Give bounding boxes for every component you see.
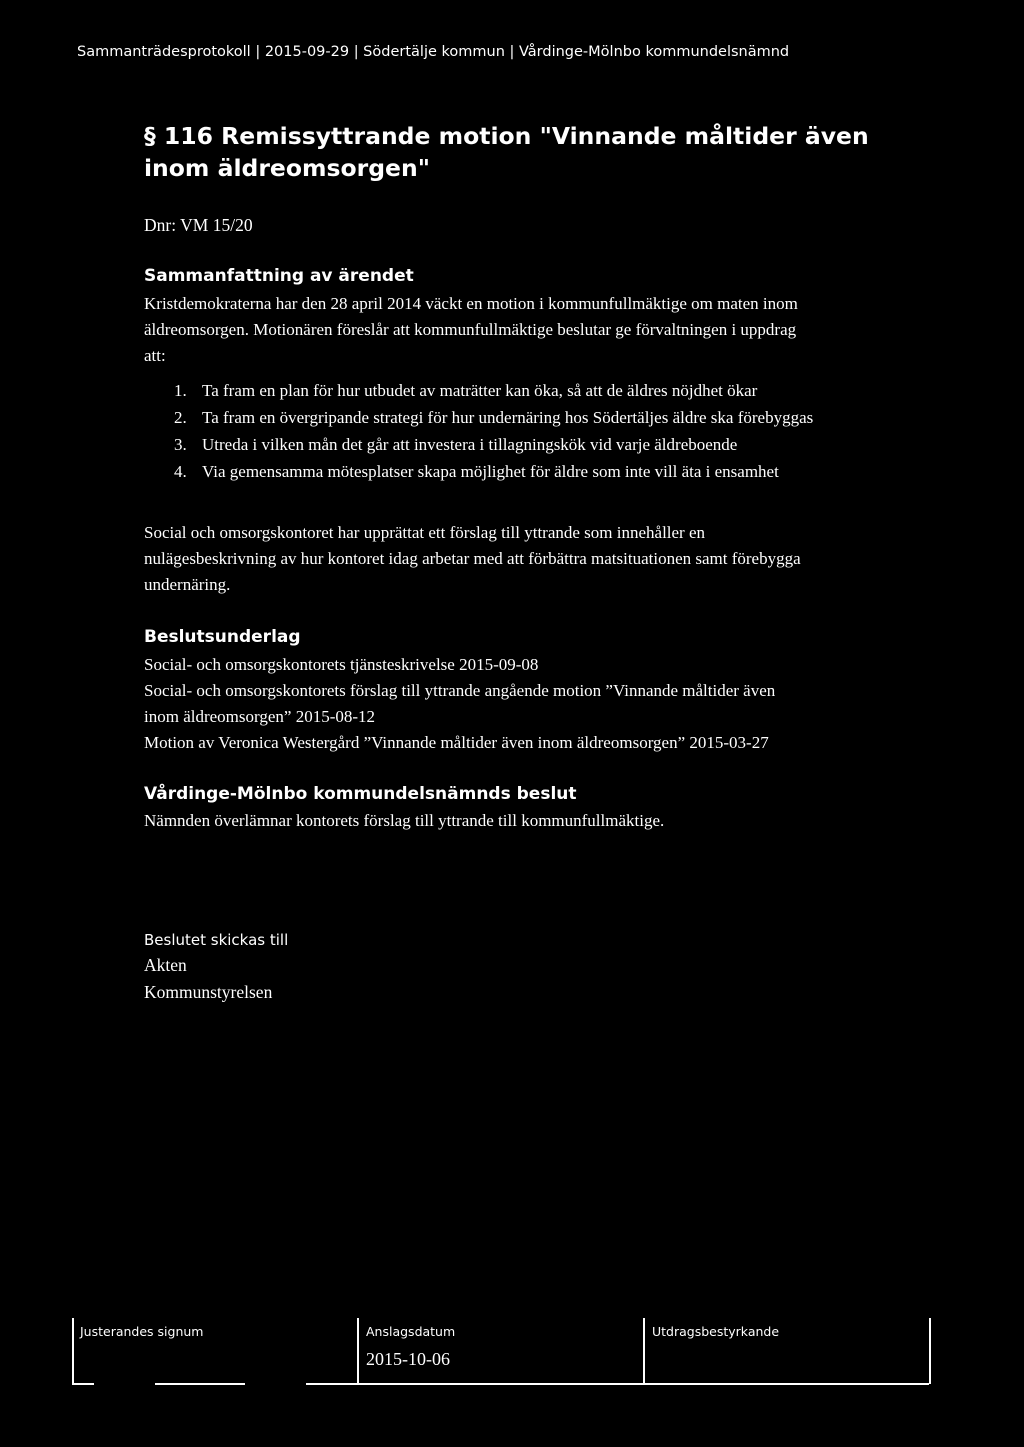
summary-outro-line-3: undernäring. xyxy=(144,575,231,594)
list-item-number: 3. xyxy=(174,435,187,454)
summary-outro-line-2: nulägesbeskrivning av hur kontoret idag arbetar med att förbättra matsituationen samt förebygga xyxy=(144,549,801,568)
list-item-text: Via gemensamma mötesplatser skapa möjlighet för äldre som inte vill äta i ensamhet xyxy=(202,462,779,481)
list-item xyxy=(144,405,944,430)
summary-outro xyxy=(144,520,944,598)
list-item-text: Utreda i vilken mån det går att investera i tillagningskök vid varje äldreboende xyxy=(202,435,738,454)
page-title-line-1: § 116 Remissyttrande motion "Vinnande måltider även xyxy=(144,122,869,150)
recipient-archive: Akten xyxy=(144,955,187,975)
summary-intro-line-2: äldreomsorgen. Motionären föreslår att kommunfullmäktige beslutar ge förvaltningen i uppdrag xyxy=(144,320,797,339)
list-item-text: Ta fram en övergripande strategi för hur undernäring hos Södertäljes äldre ska förebyggas xyxy=(202,408,814,427)
decision-heading: Vårdinge-Mölnbo kommundelsnämnds beslut xyxy=(144,784,577,804)
summary-intro-line-1: Kristdemokraterna har den 28 april 2014 väckt en motion i kommunfullmäktige om maten inom xyxy=(144,294,798,313)
recipient-municipal-board: Kommunstyrelsen xyxy=(144,982,273,1002)
page-title-line-2: inom äldreomsorgen" xyxy=(144,154,430,182)
basis-line-3: inom äldreomsorgen” 2015-08-12 xyxy=(144,707,376,726)
certification-label: Utdragsbestyrkande xyxy=(652,1324,780,1339)
list-item xyxy=(144,432,944,457)
list-item xyxy=(144,459,944,484)
basis-line-4: Motion av Veronica Westergård ”Vinnande måltider även inom äldreomsorgen” 2015-03-27 xyxy=(144,733,769,752)
footer-baseline xyxy=(306,1383,929,1385)
basis-heading: Beslutsunderlag xyxy=(144,627,301,647)
case-number: Dnr: VM 15/20 xyxy=(144,215,253,235)
footer-divider xyxy=(357,1318,359,1384)
list-item-number: 2. xyxy=(174,408,187,427)
summary-heading: Sammanfattning av ärendet xyxy=(144,266,414,286)
proposal-list xyxy=(144,378,944,486)
list-item-text: Ta fram en plan för hur utbudet av maträtter kan öka, så att de äldres nöjdhet ökar xyxy=(202,381,758,400)
footer-divider xyxy=(72,1318,74,1384)
signature-label: Justerandes signum xyxy=(80,1324,204,1339)
list-item-number: 1. xyxy=(174,381,187,400)
basis-line-1: Social- och omsorgskontorets tjänsteskrivelse 2015-09-08 xyxy=(144,655,539,674)
footer-divider xyxy=(929,1318,931,1384)
footer-baseline xyxy=(155,1383,245,1385)
posting-date-label: Anslagsdatum xyxy=(366,1324,456,1339)
page-title xyxy=(144,120,944,184)
basis-line-2: Social- och omsorgskontorets förslag till yttrande angående motion ”Vinnande måltider även xyxy=(144,681,776,700)
footer-baseline xyxy=(72,1383,94,1385)
basis-text xyxy=(144,652,944,756)
summary-intro xyxy=(144,291,944,369)
summary-outro-line-1: Social och omsorgskontoret har upprättat ett förslag till yttrande som innehåller en xyxy=(144,523,706,542)
summary-intro-line-3: att: xyxy=(144,346,166,365)
running-header: Sammanträdesprotokoll | 2015-09-29 | Södertälje kommun | Vårdinge-Mölnbo kommundelsnämnd xyxy=(77,44,790,60)
decision-text: Nämnden överlämnar kontorets förslag till yttrande till kommunfullmäktige. xyxy=(144,811,665,830)
list-item xyxy=(144,378,944,403)
sent-to-label: Beslutet skickas till xyxy=(144,931,289,949)
posting-date-value: 2015-10-06 xyxy=(366,1349,450,1369)
list-item-number: 4. xyxy=(174,462,187,481)
footer-divider xyxy=(643,1318,645,1384)
